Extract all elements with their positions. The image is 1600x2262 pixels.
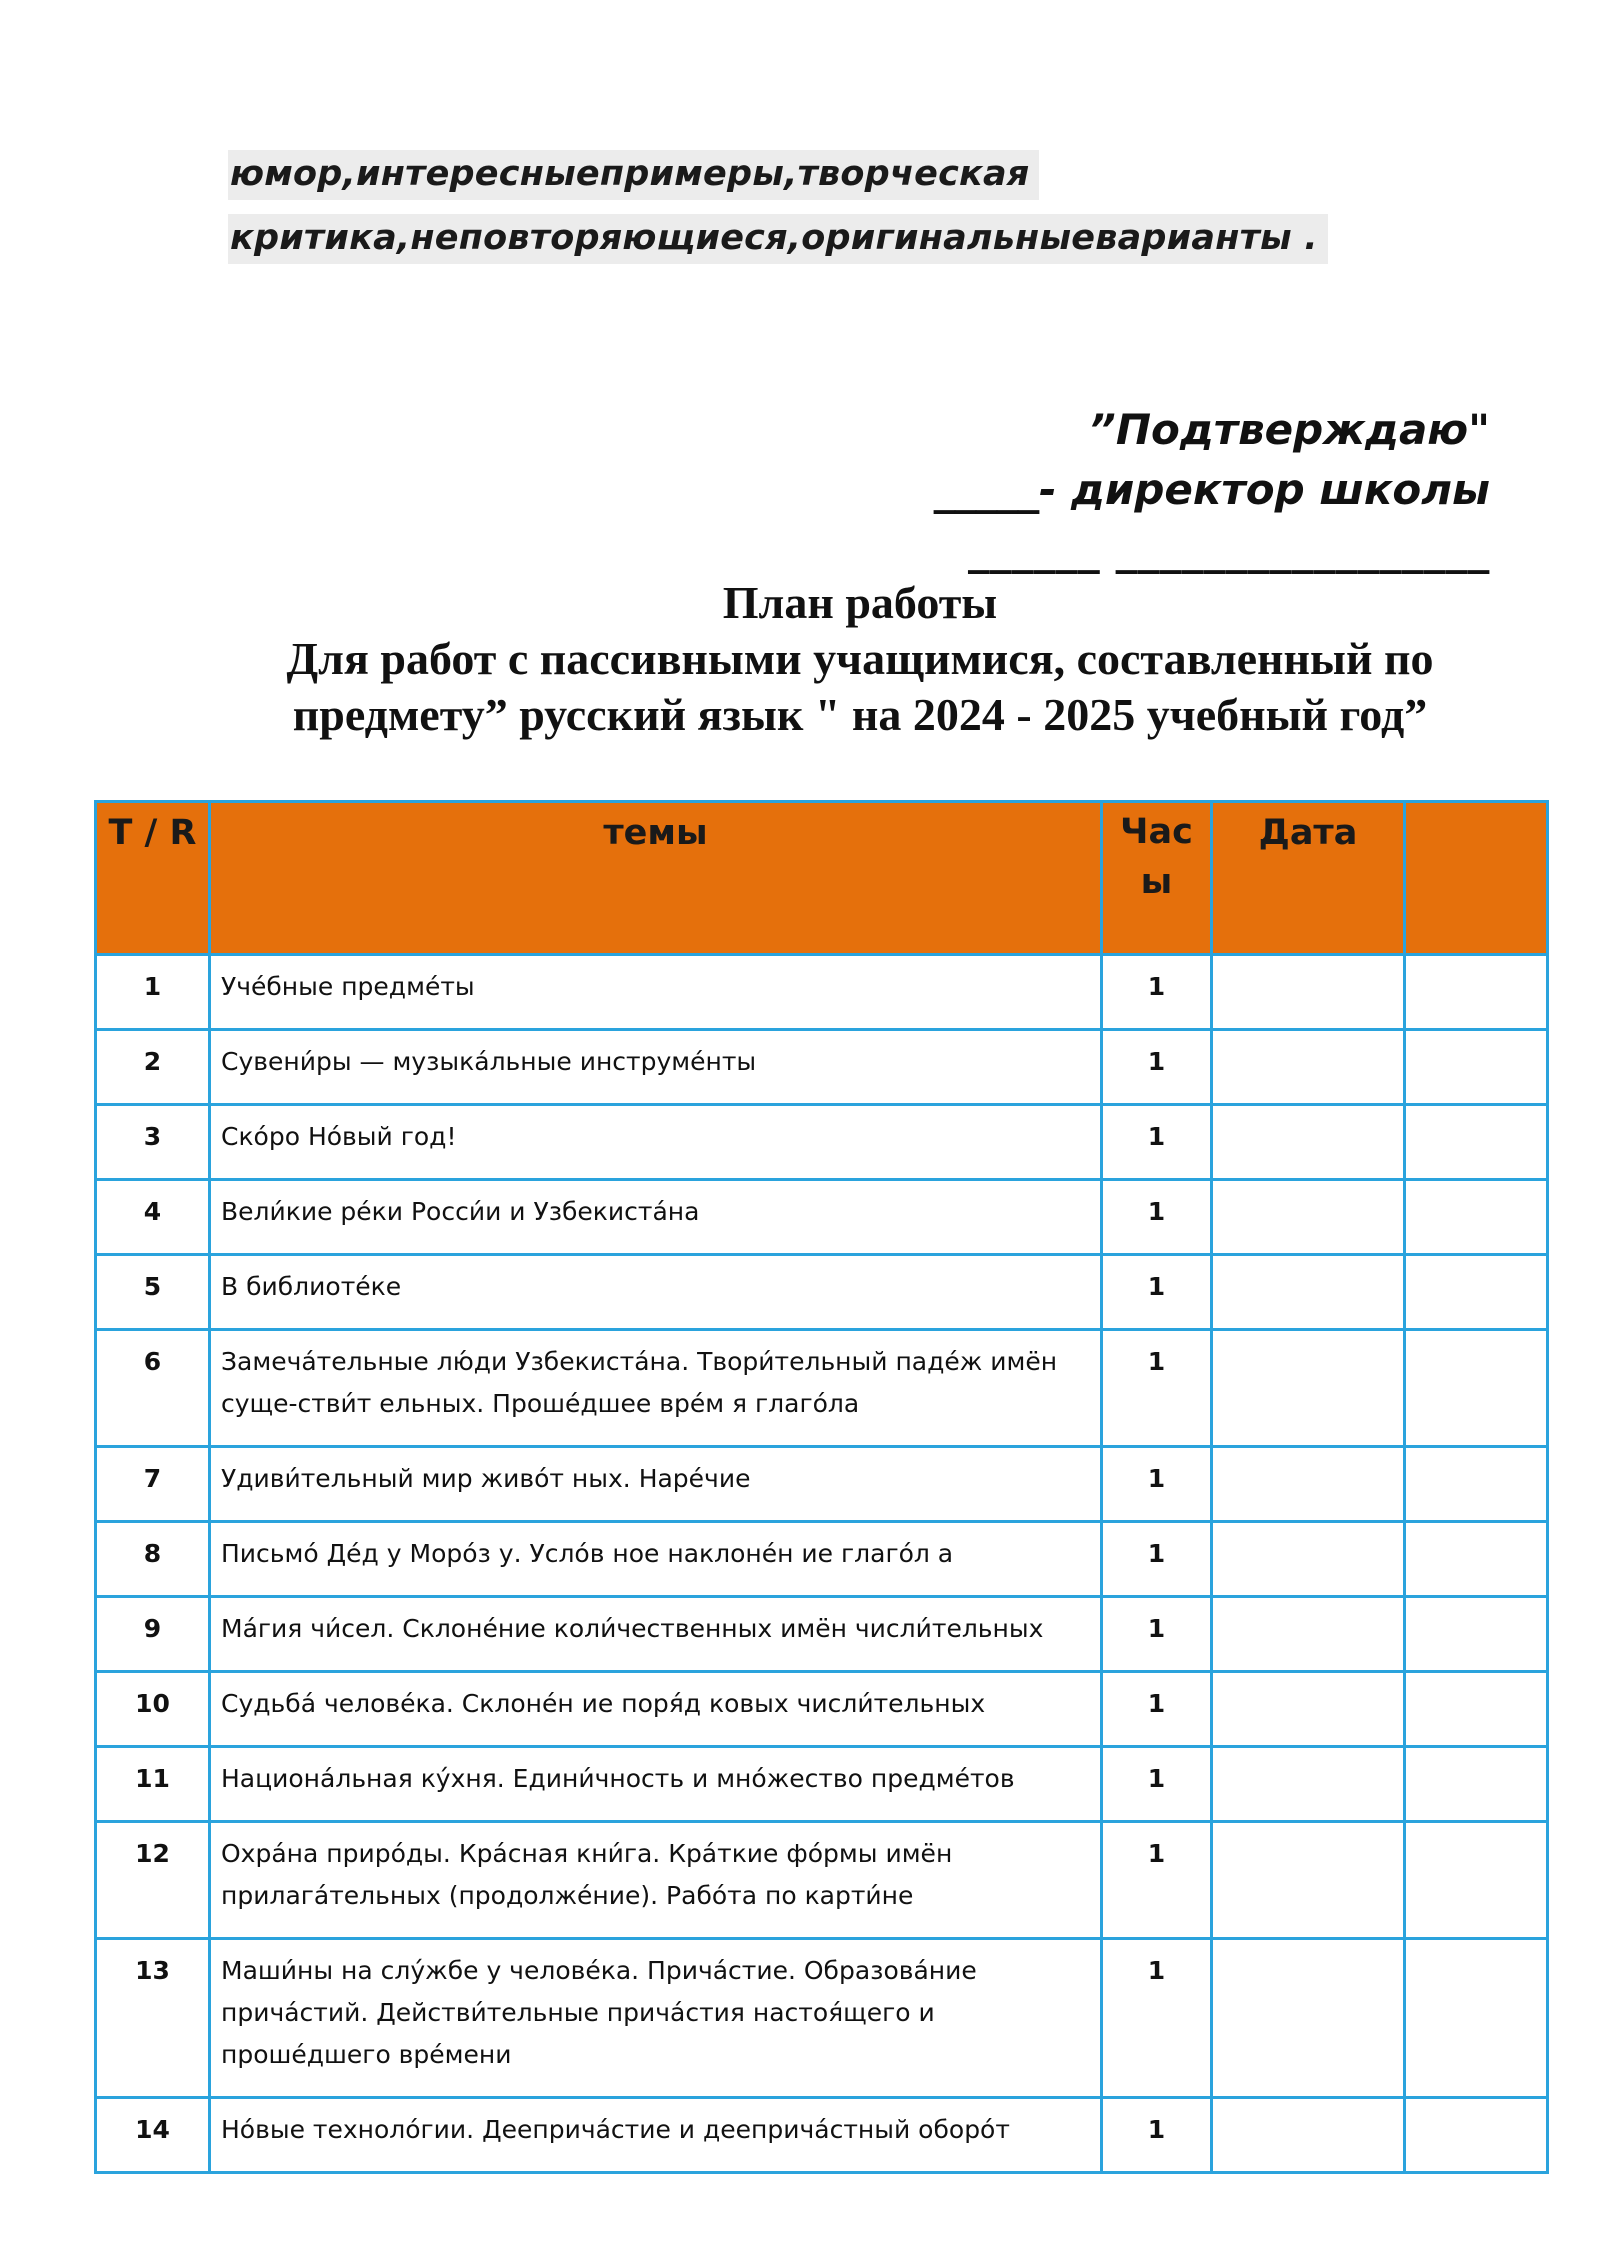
row-num: 2 [96,1030,210,1105]
table-row [96,1105,1548,1180]
row-extra-cell [1405,1447,1548,1522]
row-num: 1 [96,955,210,1030]
title-line-2: Для работ с пассивными учащимися, составленный по [286,633,1434,684]
row-topic: Судьбá человéка. Склонéн ие поря́д ковых числи́тельных [210,1672,1102,1747]
plan-table [94,800,1549,2174]
row-date-cell [1212,955,1405,1030]
row-topic: В библиотéке [210,1255,1102,1330]
header-extra [1405,802,1548,955]
row-extra-cell [1405,955,1548,1030]
table-row [96,1447,1548,1522]
row-extra-cell [1405,1822,1548,1939]
row-hours: 1 [1102,1030,1212,1105]
table-header-row [96,802,1548,955]
row-hours: 1 [1102,1747,1212,1822]
row-date-cell [1212,1330,1405,1447]
row-date-cell [1212,1255,1405,1330]
intro-line-2: критика,неповторяющиеся,оригинальныеварианты . [228,214,1328,264]
row-extra-cell [1405,1522,1548,1597]
row-extra-cell [1405,1330,1548,1447]
row-num: 3 [96,1105,210,1180]
intro-line-1: юмор,интересныепримеры,творческая [228,150,1039,200]
row-num: 5 [96,1255,210,1330]
row-extra-cell [1405,1672,1548,1747]
table-row [96,1180,1548,1255]
row-topic: Нóвые технолóгии. Деепричáстие и деепричáстный оборóт [210,2098,1102,2173]
row-extra-cell [1405,1255,1548,1330]
table-row [96,1330,1548,1447]
title-line-3: предмету” русский язык " на 2024 - 2025 учебный год” [292,689,1428,740]
row-hours: 1 [1102,1255,1212,1330]
row-num: 6 [96,1330,210,1447]
row-num: 9 [96,1597,210,1672]
row-num: 10 [96,1672,210,1747]
row-topic: Замечáтельные лю́ди Узбекистáна. Твори́тельный падéж имён суще-стви́т ельных. Прошéдшее врéм я глагóла [210,1330,1102,1447]
header-date: Дата [1212,802,1405,955]
header-hours: Час ы [1102,802,1212,955]
row-hours: 1 [1102,1522,1212,1597]
row-date-cell [1212,1447,1405,1522]
table-row [96,1822,1548,1939]
row-extra-cell [1405,1939,1548,2098]
row-hours: 1 [1102,1939,1212,2098]
row-topic: Удиви́тельный мир живóт ных. Нарéчие [210,1447,1102,1522]
row-date-cell [1212,1522,1405,1597]
table-row [96,955,1548,1030]
header-topic: темы [210,802,1102,955]
row-topic: Мáгия чи́сел. Склонéние коли́чественных имён числи́тельных [210,1597,1102,1672]
table-row [96,1939,1548,2098]
intro-note [228,150,1328,278]
table-row [96,2098,1548,2173]
row-num: 12 [96,1822,210,1939]
table-row [96,1597,1548,1672]
row-hours: 1 [1102,1105,1212,1180]
row-extra-cell [1405,1597,1548,1672]
row-hours: 1 [1102,1180,1212,1255]
row-num: 4 [96,1180,210,1255]
row-topic: Маши́ны на слýжбе у человéка. Причáстие. Образовáние причáстий. Действи́тельные причáстия настоя́щего и прошéдшего врéмени [210,1939,1102,2098]
table-row [96,1747,1548,1822]
row-hours: 1 [1102,1822,1212,1939]
row-topic: Охрáна прирóды. Крáсная кни́га. Крáткие фóрмы имён прилагáтельных (продолжéние). Рабóта по карти́не [210,1822,1102,1939]
row-date-cell [1212,1939,1405,2098]
row-topic: Скóро Нóвый год! [210,1105,1102,1180]
title-line-1: План работы [722,577,998,628]
row-extra-cell [1405,1105,1548,1180]
row-topic: Письмó Дéд у Морóз у. Услóв ное наклонéн ие глагóл а [210,1522,1102,1597]
row-hours: 1 [1102,955,1212,1030]
row-num: 7 [96,1447,210,1522]
table-row [96,1522,1548,1597]
header-num: T / R [96,802,210,955]
row-extra-cell [1405,1747,1548,1822]
row-date-cell [1212,1030,1405,1105]
row-topic: Сувени́ры — музыкáльные инструмéнты [210,1030,1102,1105]
row-hours: 1 [1102,1597,1212,1672]
row-num: 11 [96,1747,210,1822]
row-date-cell [1212,2098,1405,2173]
row-topic: Вели́кие рéки Росси́и и Узбекистáна [210,1180,1102,1255]
row-topic: Национáльная кýхня. Едини́чность и мнóжество предмéтов [210,1747,1102,1822]
row-num: 14 [96,2098,210,2173]
row-date-cell [1212,1597,1405,1672]
table-row [96,1030,1548,1105]
row-extra-cell [1405,1180,1548,1255]
row-hours: 1 [1102,1672,1212,1747]
row-hours: 1 [1102,1447,1212,1522]
row-topic: Учéбные предмéты [210,955,1102,1030]
row-extra-cell [1405,1030,1548,1105]
table-row [96,1672,1548,1747]
approval-director: _____- директор школы [933,465,1490,514]
row-hours: 1 [1102,2098,1212,2173]
row-num: 13 [96,1939,210,2098]
row-date-cell [1212,1672,1405,1747]
row-num: 8 [96,1522,210,1597]
row-date-cell [1212,1105,1405,1180]
approval-block [790,400,1490,580]
approval-confirm: ”Подтверждаю" [1088,405,1490,454]
table-row [96,1255,1548,1330]
row-date-cell [1212,1822,1405,1939]
row-hours: 1 [1102,1330,1212,1447]
row-extra-cell [1405,2098,1548,2173]
row-date-cell [1212,1747,1405,1822]
document-title [160,575,1560,743]
approval-signature-line: ______ _________________ [968,525,1490,574]
row-date-cell [1212,1180,1405,1255]
